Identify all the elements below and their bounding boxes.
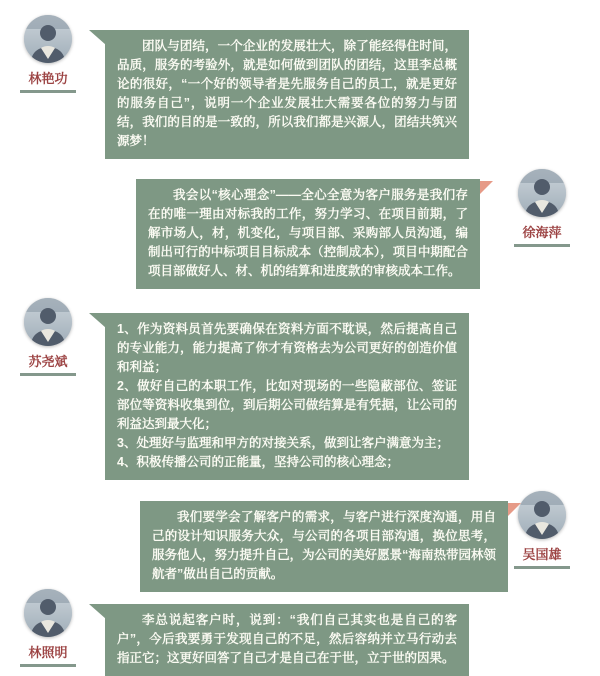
message-paragraph: 1、作为资料员首先要确保在资料方面不耽误，然后提高自己的专业能力，能力提高了你才有资格去为公司更好的创造价值和利益； <box>117 322 457 374</box>
message-bubble <box>136 179 480 289</box>
bubble-tail-icon <box>89 604 106 619</box>
avatar-column <box>6 298 90 376</box>
chat-message-row <box>0 604 600 676</box>
message-paragraph: 2、做好自己的本职工作，比如对现场的一些隐蔽部位、签证部位等资料收集到位，到后期公司做结算是有凭据，让公司的利益达到最大化； <box>117 379 457 431</box>
chat-message-row <box>0 501 600 592</box>
speaker-name: 徐海萍 <box>514 222 569 247</box>
speaker-name: 林艳功 <box>20 68 75 93</box>
person-photo-icon <box>518 491 566 539</box>
avatar[interactable] <box>24 298 72 346</box>
chat-message-row <box>0 179 600 289</box>
message-bubble <box>105 604 469 676</box>
bubble-tail-icon <box>89 313 106 328</box>
message-bubble <box>140 501 508 592</box>
bubble-tail-icon <box>480 181 493 194</box>
message-bubble <box>105 30 469 159</box>
message-paragraph: 我会以“核心理念”——全心全意为客户服务是我们存在的唯一理由对标我的工作，努力学习、在项目前期，了解市场人，材，机变化，与项目部、采购部人员沟通，编制出可行的中标项目目标成本（控制成本），项目中期配合项目部做好人、材、机的结算和进度款的审核成本工作。 <box>148 188 468 278</box>
avatar-column <box>500 491 584 569</box>
message-paragraph: 我们要学会了解客户的需求，与客户进行深度沟通，用自己的设计知识服务大众，与公司的各项目部沟通，换位思考，服务他人，努力提升自己，为公司的美好愿景“海南热带园林领航者”做出自己的贡献。 <box>152 510 496 581</box>
person-photo-icon <box>24 589 72 637</box>
avatar[interactable] <box>518 169 566 217</box>
chat-message-row <box>0 30 600 159</box>
message-paragraph: 团队与团结，一个企业的发展壮大，除了能经得住时间，品质，服务的考验外，就是如何做到团队的团结，这里李总概论的很好，“一个好的领导者是先服务自己的员工，就是更好的服务自己”，说明一个企业发展壮大需要各位的努力与团结，我们的目的是一致的，所以我们都是兴源人，团结共筑兴源梦！ <box>117 39 457 148</box>
avatar-column <box>6 589 90 667</box>
message-paragraph: 3、处理好与监理和甲方的对接关系，做到让客户满意为主； <box>117 436 449 450</box>
message-paragraph: 4、积极传播公司的正能量，坚持公司的核心理念； <box>117 455 399 469</box>
bubble-tail-icon <box>89 30 106 45</box>
avatar-column <box>6 15 90 93</box>
person-photo-icon <box>518 169 566 217</box>
message-paragraph: 李总说起客户时，说到：“我们自己其实也是自己的客户”，今后我要勇于发现自己的不足，然后容纳并立马行动去指正它；这更好回答了自己才是自己在于世，立于世的因果。 <box>117 613 457 665</box>
avatar[interactable] <box>24 589 72 637</box>
avatar-column <box>500 169 584 247</box>
speaker-name: 林照明 <box>20 642 75 667</box>
speaker-name: 吴国雄 <box>514 544 569 569</box>
person-photo-icon <box>24 298 72 346</box>
message-bubble <box>105 313 469 480</box>
chat-message-row <box>0 313 600 480</box>
person-photo-icon <box>24 15 72 63</box>
avatar[interactable] <box>518 491 566 539</box>
avatar[interactable] <box>24 15 72 63</box>
speaker-name: 苏尧斌 <box>20 351 75 376</box>
